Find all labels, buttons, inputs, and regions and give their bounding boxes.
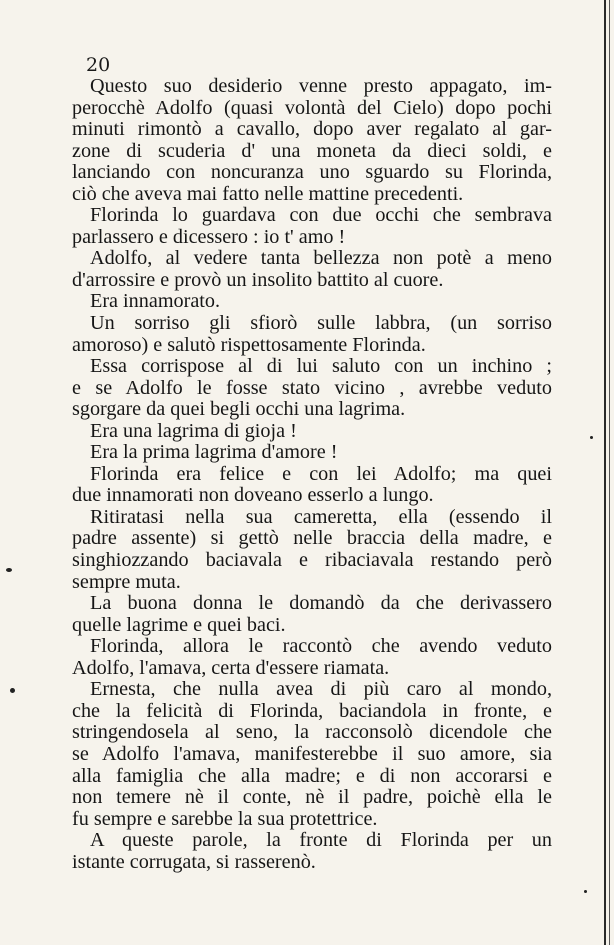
text-line: Florinda, allora le raccontò che avendo veduto — [90, 635, 552, 658]
text-line: zone di scuderia d' una moneta da dieci soldi, e — [72, 139, 552, 162]
print-speck — [590, 436, 593, 439]
text-line: lanciando con noncuranza uno sguardo su Florinda, — [72, 161, 552, 184]
text-line: due innamorati non doveano esserlo a lungo. — [72, 484, 434, 507]
text-line: stringendosela al seno, la racconsolò dicendole che — [72, 721, 552, 744]
text-line: Ernesta, che nulla avea di più caro al mondo, — [90, 678, 552, 701]
page-edge-line — [609, 0, 610, 945]
body-text — [72, 76, 552, 873]
text-line: Questo suo desiderio venne presto appagato, im- — [90, 75, 552, 97]
text-line: Era la prima lagrima d'amore ! — [90, 441, 338, 464]
text-line: sempre muta. — [72, 570, 181, 593]
text-line: fu sempre e sarebbe la sua protettrice. — [72, 807, 378, 830]
print-speck — [584, 890, 587, 893]
text-line: non temere nè il conte, nè il padre, poichè ella le — [72, 786, 552, 809]
text-line: Florinda lo guardava con due occhi che sembrava — [90, 204, 552, 227]
text-line: parlassero e dicessero : io t' amo ! — [72, 225, 346, 248]
text-line: Adolfo, l'amava, certa d'essere riamata. — [72, 656, 390, 679]
page-number: 20 — [86, 54, 111, 76]
text-line: e se Adolfo le fosse stato vicino , avrebbe veduto — [72, 376, 552, 399]
text-line: Era innamorato. — [90, 290, 221, 313]
text-line: d'arrossire e provò un insolito battito al cuore. — [72, 268, 444, 291]
text-line: singhiozzando baciavala e ribaciavala restando però — [72, 549, 552, 572]
text-line: A queste parole, la fronte di Florinda per un — [90, 829, 552, 852]
print-speck — [6, 568, 12, 572]
text-line: quelle lagrime e quei baci. — [72, 613, 286, 636]
text-line: perocchè Adolfo (quasi volontà del Cielo) dopo pochi — [72, 96, 552, 119]
text-line: Un sorriso gli sfiorò sulle labbra, (un sorriso — [90, 312, 552, 335]
text-line: padre assente) si gettò nelle braccia della madre, e — [72, 527, 552, 550]
text-line: ciò che aveva mai fatto nelle mattine precedenti. — [72, 182, 464, 205]
text-line: che la felicità di Florinda, baciandola in fronte, e — [72, 699, 552, 722]
text-line: alla famiglia che alla madre; e di non accorarsi e — [72, 764, 552, 787]
text-line: Ritiratasi nella sua cameretta, ella (essendo il — [90, 505, 552, 528]
print-speck — [10, 688, 15, 693]
text-line: istante corrugata, si rasserenò. — [72, 850, 316, 873]
text-line: se Adolfo l'amava, manifesterebbe il suo amore, sia — [72, 742, 552, 765]
text-line: Florinda era felice e con lei Adolfo; ma quei — [90, 462, 552, 485]
text-line: Essa corrispose al di lui saluto con un inchino ; — [90, 355, 552, 378]
text-line: La buona donna le domandò da che derivassero — [90, 592, 552, 615]
text-line: amoroso) e salutò rispettosamente Florinda. — [72, 333, 426, 356]
text-line: Era una lagrima di gioja ! — [90, 419, 297, 442]
text-line: Adolfo, al vedere tanta bellezza non potè a meno — [90, 247, 552, 270]
text-line: minuti rimontò a cavallo, dopo aver regalato al gar- — [72, 118, 552, 141]
page-edge-shadow — [604, 0, 606, 945]
text-line: sgorgare da quei begli occhi una lagrima. — [72, 398, 406, 421]
